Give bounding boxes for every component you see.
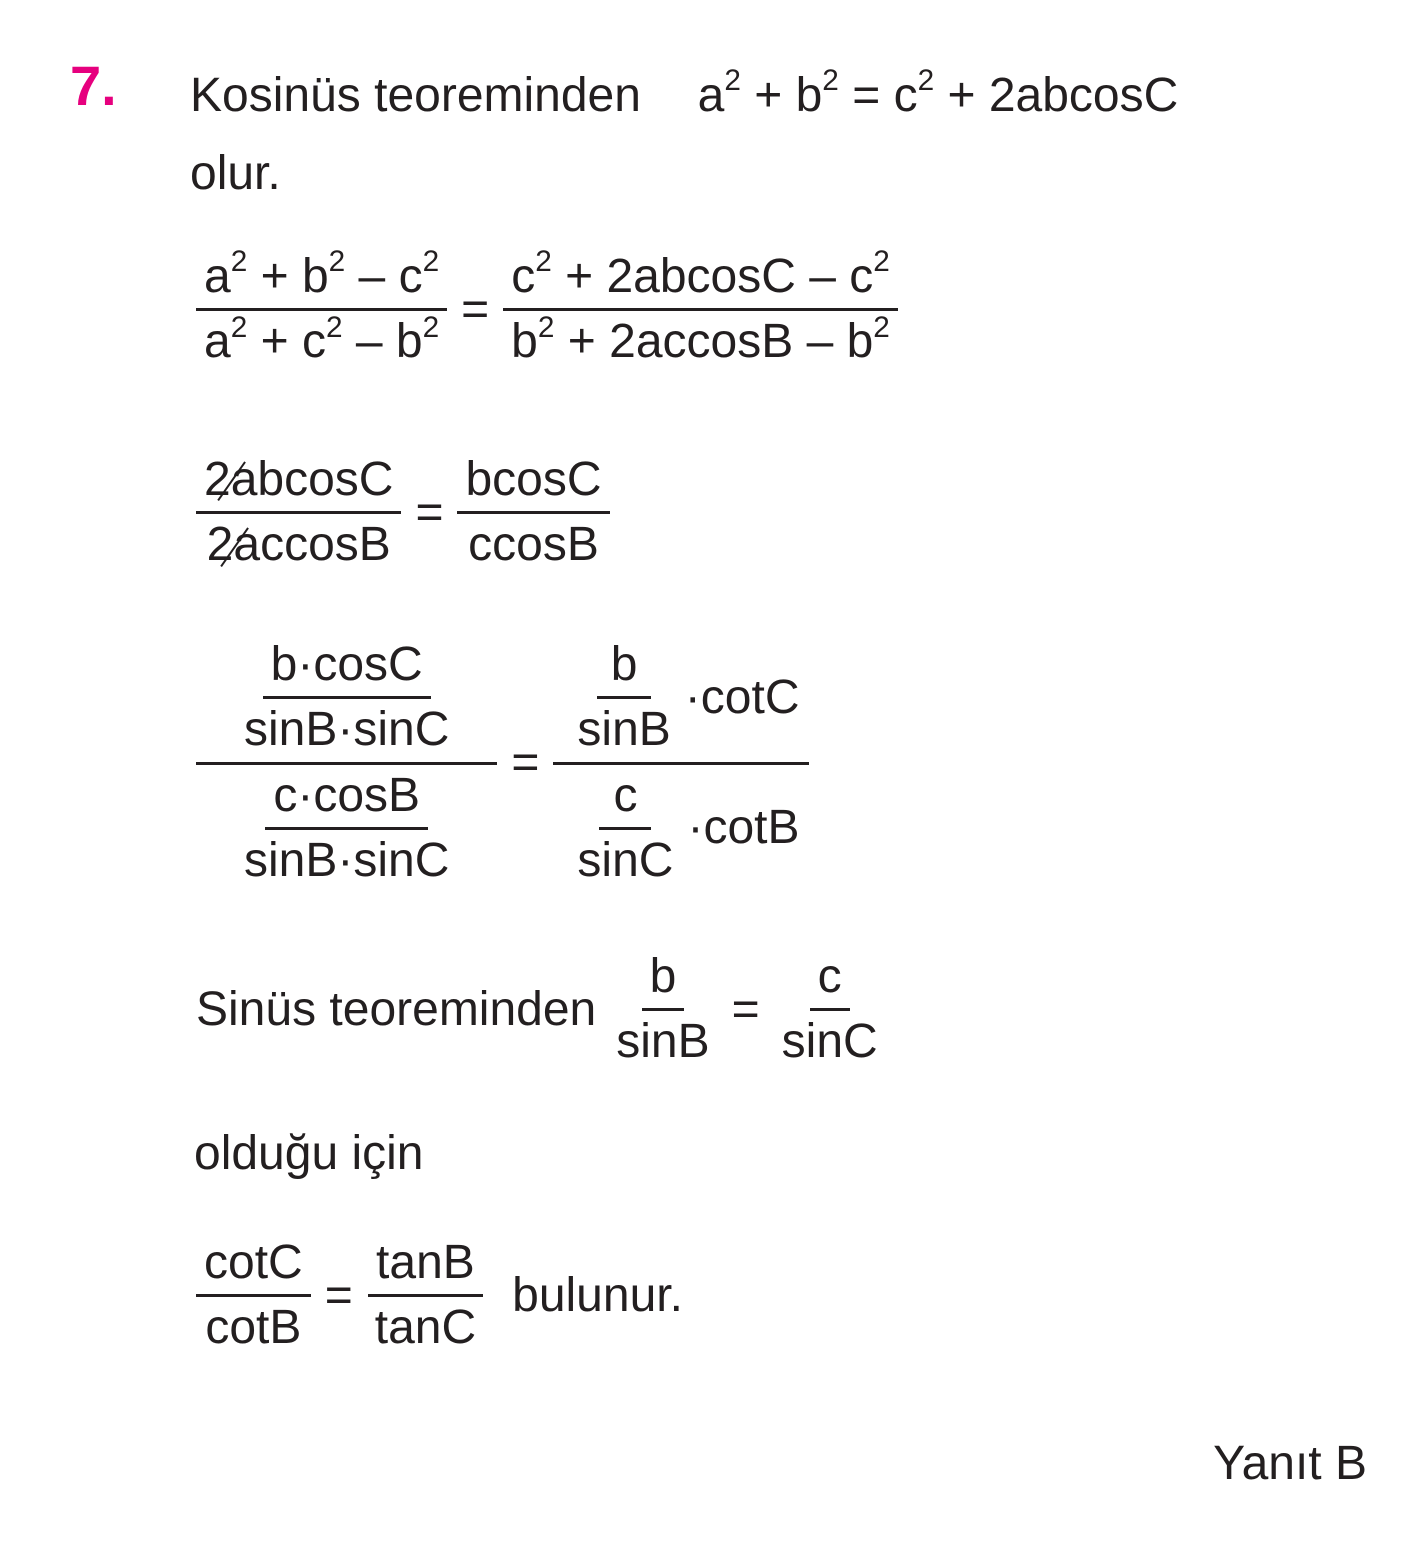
denominator: sinC: [781, 1015, 878, 1069]
step1-right-denominator: $b^2 + 2accosB - b^2$: [511, 310, 890, 369]
plus: +: [947, 69, 976, 122]
fraction: [563, 640, 684, 756]
exp: 2: [917, 64, 935, 98]
multiplier: ·cotB: [687, 801, 800, 855]
step1-left-numerator: $a^2 + b^2 - c^2$: [196, 252, 447, 311]
numerator: c: [810, 952, 850, 1011]
step1-left-fraction: [196, 245, 447, 369]
multiplier: ·cotC: [684, 670, 800, 724]
step1-right-numerator: $c^2 + 2abcosC - c^2$: [503, 252, 898, 311]
equals-sign: =: [461, 282, 490, 336]
numerator: tanB: [368, 1238, 483, 1297]
numerator: b·cosC: [263, 640, 431, 699]
denominator: sinB: [616, 1015, 710, 1069]
step3-equation: [196, 640, 809, 887]
equals: =: [852, 69, 881, 122]
intro-formula: [697, 64, 1179, 122]
step2-right-denominator: ccosB: [468, 518, 599, 572]
equals-sign: =: [731, 982, 760, 1036]
step6-line: [196, 1238, 683, 1354]
step3-right-top: [553, 640, 809, 765]
equals-sign: =: [415, 485, 444, 539]
formula-tail: 2abcosC: [988, 69, 1179, 122]
numerator: c·cosB: [265, 771, 428, 830]
fraction: [563, 768, 687, 888]
step1-right-fraction: [503, 245, 898, 369]
step1-left-denominator: $a^2 + c^2 - b^2$: [204, 310, 440, 369]
fraction: [236, 768, 457, 888]
denominator: cotB: [205, 1301, 302, 1355]
denominator: tanC: [374, 1301, 477, 1355]
numerator: cotC: [196, 1238, 311, 1297]
intro-end: olur.: [190, 147, 281, 200]
step4-line: [196, 952, 886, 1068]
equals-sign: =: [511, 736, 540, 790]
numerator: c: [599, 771, 651, 830]
exp: 2: [822, 64, 839, 98]
var-b: b: [795, 69, 823, 122]
step3-left-top: [196, 640, 497, 765]
step3-left-compound-fraction: [196, 640, 497, 887]
step6-right-fraction: [367, 1238, 484, 1354]
answer-label: Yanıt B: [1213, 1437, 1367, 1490]
numerator: b: [642, 952, 685, 1011]
denominator: sinB·sinC: [244, 834, 450, 888]
step6-left-fraction: [196, 1238, 311, 1354]
step2-left-numerator: 2abcosC: [196, 455, 401, 514]
step2-equation: [196, 455, 610, 571]
exp: 2: [724, 64, 741, 98]
problem-number: 7.: [70, 54, 117, 117]
step3-right-bottom: [553, 765, 809, 887]
var-a: a: [697, 69, 725, 122]
step5-text: olduğu için: [194, 1127, 424, 1180]
step2-right-fraction: [457, 455, 609, 571]
cancelled-term: 2a: [206, 518, 261, 572]
fraction: [236, 640, 457, 756]
step4-text: Sinüs teoreminden: [196, 982, 597, 1036]
step2-left-denominator: 2accosB: [206, 518, 391, 572]
denominator: sinB: [577, 703, 671, 757]
step2-left-fraction: [196, 455, 401, 571]
step2-right-numerator: bcosC: [457, 455, 609, 514]
step4-right-fraction: [774, 952, 886, 1068]
step4-left-fraction: [608, 952, 717, 1068]
intro-text: Kosinüs teoreminden: [190, 69, 641, 122]
step3-right-compound-fraction: [553, 640, 809, 887]
step6-end-text: bulunur.: [512, 1268, 683, 1322]
denominator: sinC: [577, 834, 674, 888]
step1-equation: [196, 245, 898, 369]
numerator: b: [597, 640, 652, 699]
step3-left-bottom: [196, 765, 497, 887]
denominator: sinB·sinC: [244, 703, 450, 757]
plus: +: [754, 69, 783, 122]
cancelled-term: 2a: [204, 453, 258, 506]
equals-sign: =: [324, 1268, 353, 1322]
var-c: c: [893, 69, 918, 122]
intro-line: [190, 64, 1179, 122]
